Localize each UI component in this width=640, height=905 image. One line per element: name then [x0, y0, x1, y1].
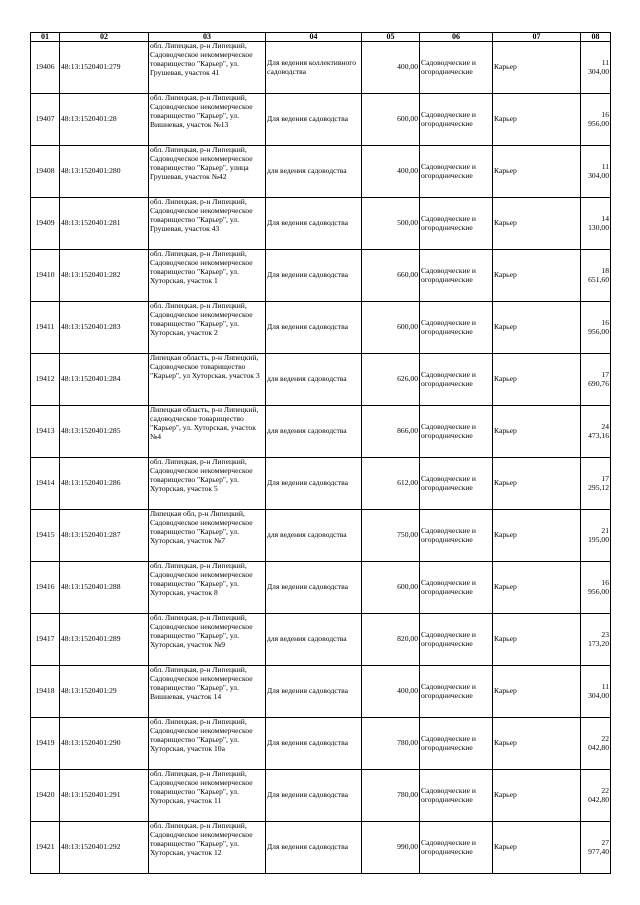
land-category-cell: Садоводческие и огороднические [420, 718, 493, 770]
land-category-cell: Садоводческие и огороднические [420, 770, 493, 822]
column-header: 06 [420, 33, 493, 42]
row-number-cell: 19420 [31, 770, 60, 822]
cadastral-number-cell: 48:13:1520401:29 [60, 666, 149, 718]
land-category-cell: Садоводческие и огороднические [420, 614, 493, 666]
table-row [31, 198, 611, 250]
cadastral-value-cell: 17 295,12 [581, 458, 611, 510]
address-cell [149, 94, 266, 146]
settlement-name-cell: Карьер [493, 250, 581, 302]
land-category-cell: Садоводческие и огороднические [420, 302, 493, 354]
cadastral-value-cell: 27 977,40 [581, 822, 611, 874]
settlement-name-cell: Карьер [493, 302, 581, 354]
permitted-use-cell: Для ведения садоводства [266, 94, 362, 146]
permitted-use-cell: для ведения садоводства [266, 614, 362, 666]
cadastral-number-cell: 48:13:1520401:285 [60, 406, 149, 458]
address-text: обл. Липецкая, р-н Липецкий, Садоводческое некоммерческое товарищество "Карьер", ул. Хуторская, участок №9 [150, 614, 253, 649]
column-header: 08 [581, 33, 611, 42]
area-cell: 990,00 [362, 822, 420, 874]
cadastral-value-cell: 16 956,00 [581, 302, 611, 354]
cadastral-number-cell: 48:13:1520401:289 [60, 614, 149, 666]
column-header: 07 [493, 33, 581, 42]
cadastral-number-cell: 48:13:1520401:283 [60, 302, 149, 354]
permitted-use-cell: для ведения садоводства [266, 406, 362, 458]
column-header: 01 [31, 33, 60, 42]
land-category-cell: Садоводческие и огороднические [420, 822, 493, 874]
row-number-cell: 19406 [31, 42, 60, 94]
column-header: 03 [149, 33, 266, 42]
table-row [31, 94, 611, 146]
row-number-cell: 19416 [31, 562, 60, 614]
cadastral-value-cell: 18 651,60 [581, 250, 611, 302]
area-cell: 780,00 [362, 718, 420, 770]
cadastral-number-cell: 48:13:1520401:284 [60, 354, 149, 406]
cadastral-number-cell: 48:13:1520401:282 [60, 250, 149, 302]
address-cell [149, 146, 266, 198]
address-text: Липецкая область, р-н Липецкий, садоводческое товарищество "Карьер", ул. Хуторская, участок №4 [150, 406, 259, 441]
address-text: обл. Липецкая, р-н Липецкий, Садоводческое некоммерческое товарищество "Карьер", ул. Хуторская, участок 11 [150, 770, 253, 805]
land-category-cell: Садоводческие и огороднические [420, 250, 493, 302]
table-row [31, 562, 611, 614]
column-header: 04 [266, 33, 362, 42]
address-text: обл. Липецкая, р-н Липецкий, Садоводческое некоммерческое товарищество "Карьер", ул. Хуторская, участок 10а [150, 718, 253, 753]
cadastral-number-cell: 48:13:1520401:281 [60, 198, 149, 250]
table-row [31, 458, 611, 510]
address-cell [149, 42, 266, 94]
permitted-use-cell: для ведения садоводства [266, 146, 362, 198]
cadastral-number-cell: 48:13:1520401:288 [60, 562, 149, 614]
settlement-name-cell: Карьер [493, 666, 581, 718]
column-header: 05 [362, 33, 420, 42]
row-number-cell: 19408 [31, 146, 60, 198]
area-cell: 600,00 [362, 94, 420, 146]
settlement-name-cell: Карьер [493, 458, 581, 510]
cadastral-value-cell: 16 956,00 [581, 94, 611, 146]
cadastral-number-cell: 48:13:1520401:290 [60, 718, 149, 770]
area-cell: 780,00 [362, 770, 420, 822]
address-text: обл. Липецкая, р-н Липецкий, Садоводческое некоммерческое товарищество "Карьер", ул. Грушевая, участок 43 [150, 198, 253, 233]
cadastral-value-cell: 22 042,80 [581, 770, 611, 822]
permitted-use-cell: Для ведения садоводства [266, 458, 362, 510]
address-cell [149, 770, 266, 822]
row-number-cell: 19410 [31, 250, 60, 302]
row-number-cell: 19407 [31, 94, 60, 146]
settlement-name-cell: Карьер [493, 42, 581, 94]
cadastral-value-cell: 21 195,00 [581, 510, 611, 562]
address-cell [149, 458, 266, 510]
area-cell: 750,00 [362, 510, 420, 562]
table-row [31, 510, 611, 562]
permitted-use-cell: Для ведения садоводства [266, 666, 362, 718]
cadastral-number-cell: 48:13:1520401:280 [60, 146, 149, 198]
row-number-cell: 19413 [31, 406, 60, 458]
table-row [31, 770, 611, 822]
cadastral-value-cell: 11 304,00 [581, 42, 611, 94]
address-text: обл. Липецкая, р-н Липецкий, Садоводческое некоммерческое товарищество "Карьер", улица Грушевая, участок №42 [150, 146, 253, 181]
area-cell: 400,00 [362, 42, 420, 94]
permitted-use-cell: для ведения садоводства [266, 354, 362, 406]
row-number-cell: 19418 [31, 666, 60, 718]
address-cell [149, 718, 266, 770]
address-text: обл. Липецкая, р-н Липецкий, Садоводческое некоммерческое товарищество "Карьер", ул. Хуторская, участок 2 [150, 302, 253, 337]
table-row [31, 406, 611, 458]
address-cell [149, 302, 266, 354]
area-cell: 626,00 [362, 354, 420, 406]
address-text: обл. Липецкая, р-н Липецкий, Садоводческое некоммерческое товарищество "Карьер", ул. Вишневая, участок 14 [150, 666, 253, 701]
row-number-cell: 19419 [31, 718, 60, 770]
row-number-cell: 19415 [31, 510, 60, 562]
address-text: обл. Липецкая, р-н Липецкий, Садоводческое некоммерческое товарищество "Карьер", ул. Хуторская, участок 12 [150, 822, 253, 857]
land-category-cell: Садоводческие и огороднические [420, 562, 493, 614]
land-category-cell: Садоводческие и огороднические [420, 146, 493, 198]
settlement-name-cell: Карьер [493, 614, 581, 666]
cadastral-number-cell: 48:13:1520401:28 [60, 94, 149, 146]
area-cell: 600,00 [362, 302, 420, 354]
row-number-cell: 19414 [31, 458, 60, 510]
address-text: Липецкая обл, р-н Липецкий, Садоводческое некоммерческое товарищество "Карьер", ул. Хуторская, участок №7 [150, 510, 253, 545]
area-cell: 400,00 [362, 146, 420, 198]
address-cell [149, 822, 266, 874]
permitted-use-cell: Для ведения садоводства [266, 250, 362, 302]
cadastral-number-cell: 48:13:1520401:286 [60, 458, 149, 510]
permitted-use-cell: Для ведения садоводства [266, 718, 362, 770]
settlement-name-cell: Карьер [493, 822, 581, 874]
settlement-name-cell: Карьер [493, 406, 581, 458]
area-cell: 820,00 [362, 614, 420, 666]
table-row [31, 250, 611, 302]
table-row [31, 42, 611, 94]
address-cell [149, 562, 266, 614]
land-category-cell: Садоводческие и огороднические [420, 42, 493, 94]
table-row [31, 354, 611, 406]
land-category-cell: Садоводческие и огороднические [420, 198, 493, 250]
row-number-cell: 19417 [31, 614, 60, 666]
cadastral-value-cell: 11 304,00 [581, 146, 611, 198]
area-cell: 660,00 [362, 250, 420, 302]
permitted-use-cell: Для ведения садоводства [266, 822, 362, 874]
cadastral-value-cell: 16 956,00 [581, 562, 611, 614]
area-cell: 866,00 [362, 406, 420, 458]
address-cell [149, 250, 266, 302]
cadastral-number-cell: 48:13:1520401:291 [60, 770, 149, 822]
cadastral-value-cell: 24 473,16 [581, 406, 611, 458]
land-registry-table [30, 32, 611, 874]
address-text: обл. Липецкая, р-н Липецкий, Садоводческое некоммерческое товарищество "Карьер", ул. Хуторская, участок 1 [150, 250, 253, 285]
address-cell [149, 354, 266, 406]
area-cell: 612,00 [362, 458, 420, 510]
cadastral-value-cell: 23 173,20 [581, 614, 611, 666]
table-row [31, 302, 611, 354]
settlement-name-cell: Карьер [493, 198, 581, 250]
settlement-name-cell: Карьер [493, 770, 581, 822]
table-row [31, 666, 611, 718]
land-category-cell: Садоводческие и огороднические [420, 510, 493, 562]
permitted-use-cell: Для ведения садоводства [266, 198, 362, 250]
cadastral-value-cell: 14 130,00 [581, 198, 611, 250]
permitted-use-cell: для ведения садоводства [266, 510, 362, 562]
settlement-name-cell: Карьер [493, 94, 581, 146]
address-cell [149, 406, 266, 458]
settlement-name-cell: Карьер [493, 146, 581, 198]
cadastral-value-cell: 17 690,76 [581, 354, 611, 406]
table-row [31, 146, 611, 198]
address-text: Липецкая область, р-н Липецкий, Садоводческое товарищество "Карьер", ул Хуторская, участок 3 [150, 354, 260, 380]
row-number-cell: 19409 [31, 198, 60, 250]
address-cell [149, 614, 266, 666]
settlement-name-cell: Карьер [493, 354, 581, 406]
address-text: обл. Липецкая, р-н Липецкий, Садоводческое некоммерческое товарищество "Карьер", ул. Грушевая, участок 41 [150, 42, 253, 77]
settlement-name-cell: Карьер [493, 510, 581, 562]
area-cell: 400,00 [362, 666, 420, 718]
header-row [31, 33, 611, 42]
cadastral-number-cell: 48:13:1520401:279 [60, 42, 149, 94]
address-cell [149, 666, 266, 718]
permitted-use-cell: Для ведения коллективного садоводства [266, 42, 362, 94]
permitted-use-cell: Для ведения садоводства [266, 302, 362, 354]
table-row [31, 822, 611, 874]
address-text: обл. Липецкая, р-н Липецкий, Садоводческое некоммерческое товарищество "Карьер", ул. Хуторская, участок 5 [150, 458, 253, 493]
cadastral-value-cell: 22 042,80 [581, 718, 611, 770]
permitted-use-cell: Для ведения садоводства [266, 562, 362, 614]
land-category-cell: Садоводческие и огороднические [420, 458, 493, 510]
cadastral-number-cell: 48:13:1520401:292 [60, 822, 149, 874]
cadastral-number-cell: 48:13:1520401:287 [60, 510, 149, 562]
address-cell [149, 510, 266, 562]
row-number-cell: 19411 [31, 302, 60, 354]
permitted-use-cell: Для ведения садоводства [266, 770, 362, 822]
land-category-cell: Садоводческие и огороднические [420, 94, 493, 146]
area-cell: 500,00 [362, 198, 420, 250]
address-text: обл. Липецкая, р-н Липецкий, Садоводческое некоммерческое товарищество "Карьер", ул. Хуторская, участок 8 [150, 562, 253, 597]
land-category-cell: Садоводческие и огороднические [420, 354, 493, 406]
table-row [31, 614, 611, 666]
row-number-cell: 19421 [31, 822, 60, 874]
column-header: 02 [60, 33, 149, 42]
area-cell: 600,00 [362, 562, 420, 614]
address-cell [149, 198, 266, 250]
cadastral-value-cell: 11 304,00 [581, 666, 611, 718]
settlement-name-cell: Карьер [493, 562, 581, 614]
address-text: обл. Липецкая, р-н Липецкий, Садоводческое некоммерческое товарищество "Карьер", ул. Вишневая, участок №13 [150, 94, 253, 129]
row-number-cell: 19412 [31, 354, 60, 406]
land-category-cell: Садоводческие и огороднические [420, 666, 493, 718]
settlement-name-cell: Карьер [493, 718, 581, 770]
table-row [31, 718, 611, 770]
land-category-cell: Садоводческие и огороднические [420, 406, 493, 458]
